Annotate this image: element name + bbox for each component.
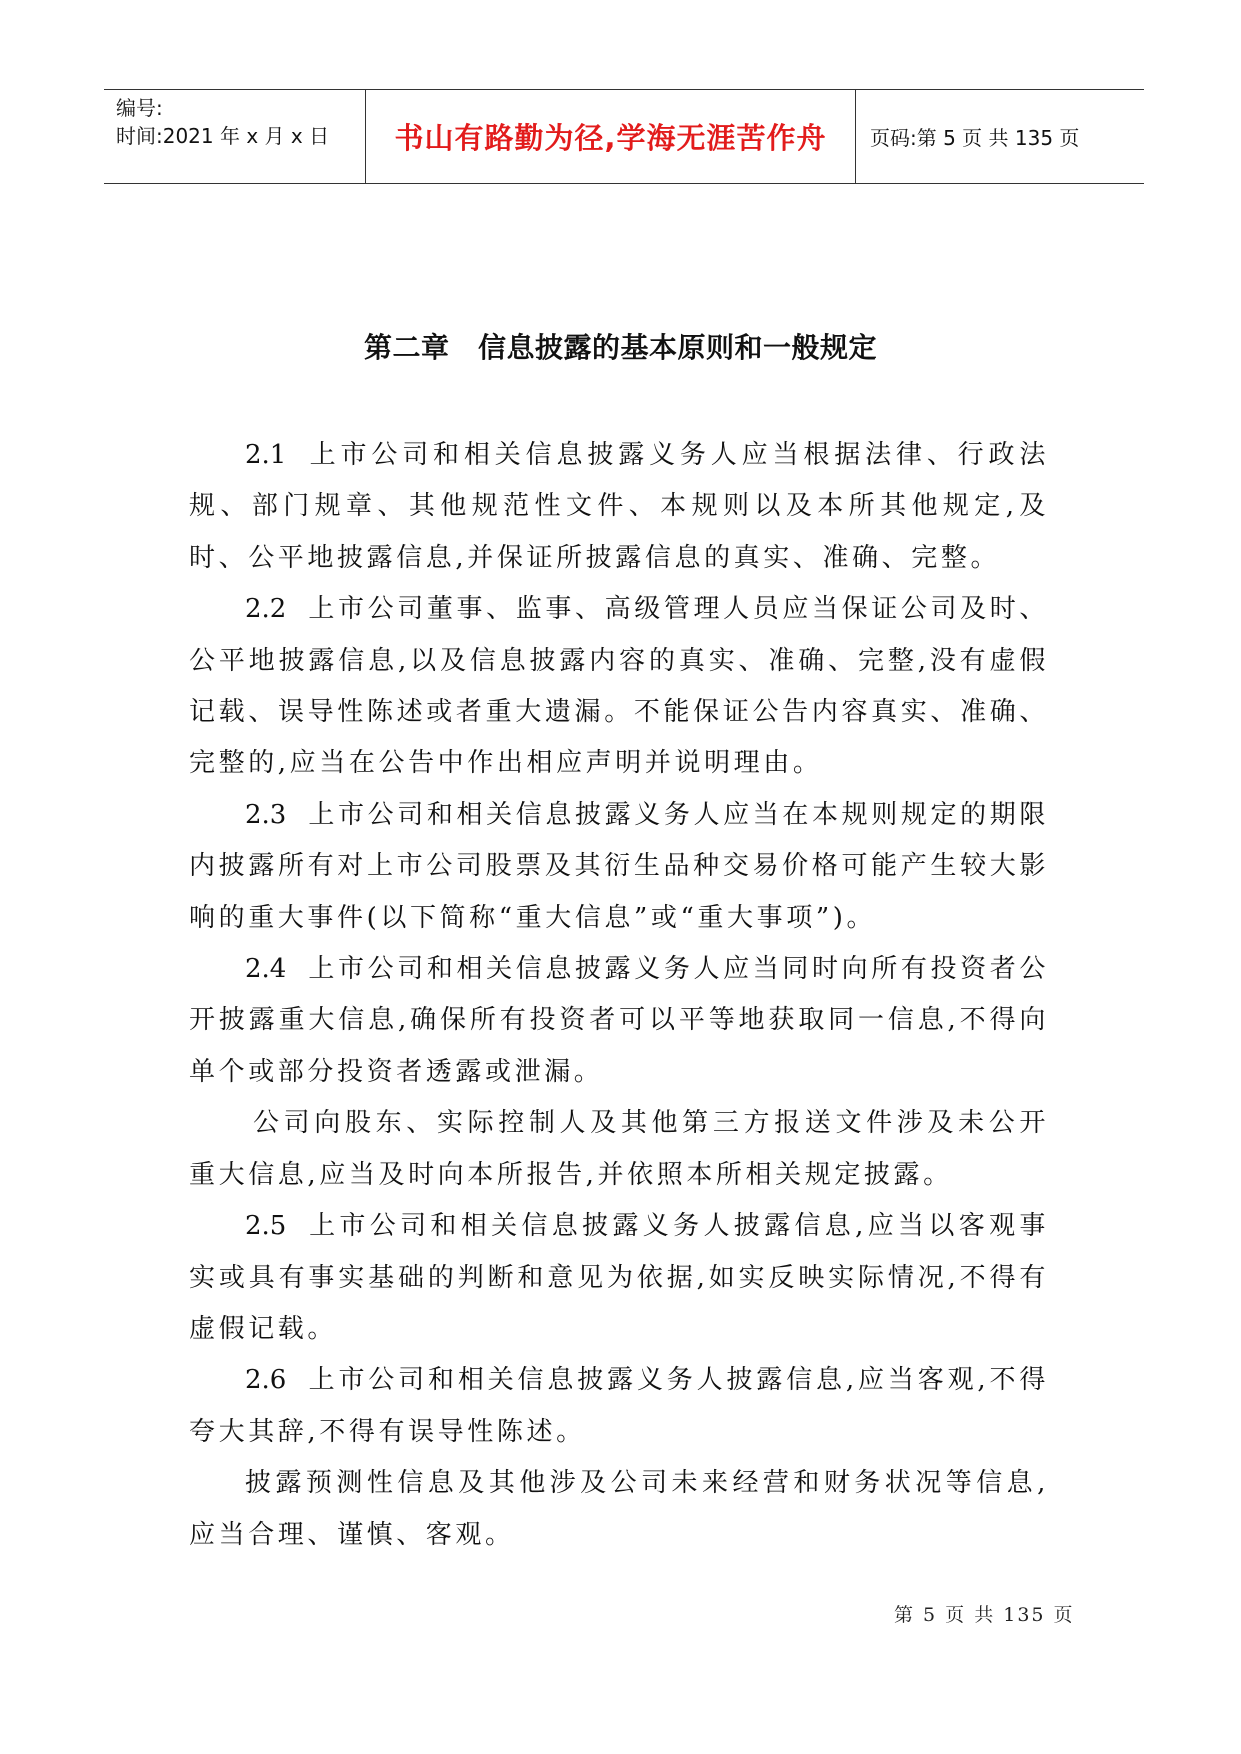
- clause-number: 2.6: [245, 1365, 287, 1396]
- paragraph-text: 上市公司和相关信息披露义务人应当同时向所有投资者公开披露重大信息,确保所有投资者可以平等地获取同一信息,不得向单个或部分投资者透露或泄漏。: [189, 954, 1049, 1087]
- document-time-label: 时间:2021 年 x 月 x 日: [116, 124, 330, 148]
- paragraph: [189, 1201, 1049, 1355]
- paragraph: [189, 790, 1049, 944]
- chapter-title: 第二章 信息披露的基本原则和一般规定: [363, 331, 877, 364]
- clause-number: 2.1: [245, 440, 287, 470]
- clause-number: 2.3: [245, 799, 287, 830]
- paragraph: [189, 430, 1049, 584]
- clause-number: 2.4: [245, 954, 287, 985]
- paragraph-text: 公司向股东、实际控制人及其他第三方报送文件涉及未公开重大信息,应当及时向本所报告,并依照本所相关规定披露。: [189, 1108, 1049, 1190]
- paragraph: [189, 584, 1049, 790]
- paragraph: [189, 1458, 1049, 1561]
- document-body: [189, 430, 1049, 1561]
- paragraph-text: 上市公司董事、监事、高级管理人员应当保证公司及时、公平地披露信息,以及信息披露内容的真实、准确、完整,没有虚假记载、误导性陈述或者重大遗漏。不能保证公告内容真实、准确、完整的,应当在公告中作出相应声明并说明理由。: [189, 594, 1049, 779]
- clause-number: 2.5: [245, 1211, 287, 1242]
- page-footer: 第 5 页 共 135 页: [894, 1604, 1075, 1626]
- clause-number: 2.2: [245, 594, 287, 625]
- paragraph: [189, 944, 1049, 1098]
- paragraph: [189, 1355, 1049, 1458]
- header-meta: [104, 90, 366, 183]
- header-page-info: 页码:第 5 页 共 135 页: [870, 126, 1080, 150]
- paragraph-text: 上市公司和相关信息披露义务人应当在本规则规定的期限内披露所有对上市公司股票及其衍生品种交易价格可能产生较大影响的重大事件(以下简称“重大信息”或“重大事项”)。: [189, 799, 1049, 933]
- paragraph-text: 披露预测性信息及其他涉及公司未来经营和财务状况等信息,应当合理、谨慎、客观。: [189, 1468, 1049, 1550]
- paragraph-text: 上市公司和相关信息披露义务人应当根据法律、行政法规、部门规章、其他规范性文件、本规则以及本所其他规定,及时、公平地披露信息,并保证所披露信息的真实、准确、完整。: [189, 440, 1049, 573]
- document-number-label: 编号:: [116, 96, 163, 120]
- paragraph-text: 上市公司和相关信息披露义务人披露信息,应当客观,不得夸大其辞,不得有误导性陈述。: [189, 1365, 1049, 1447]
- header-motto: 书山有路勤为径,学海无涯苦作舟: [366, 90, 856, 183]
- paragraph: [189, 1098, 1049, 1201]
- paragraph-text: 上市公司和相关信息披露义务人披露信息,应当以客观事实或具有事实基础的判断和意见为依据,如实反映实际情况,不得有虚假记载。: [189, 1211, 1049, 1344]
- page-header: [104, 89, 1144, 184]
